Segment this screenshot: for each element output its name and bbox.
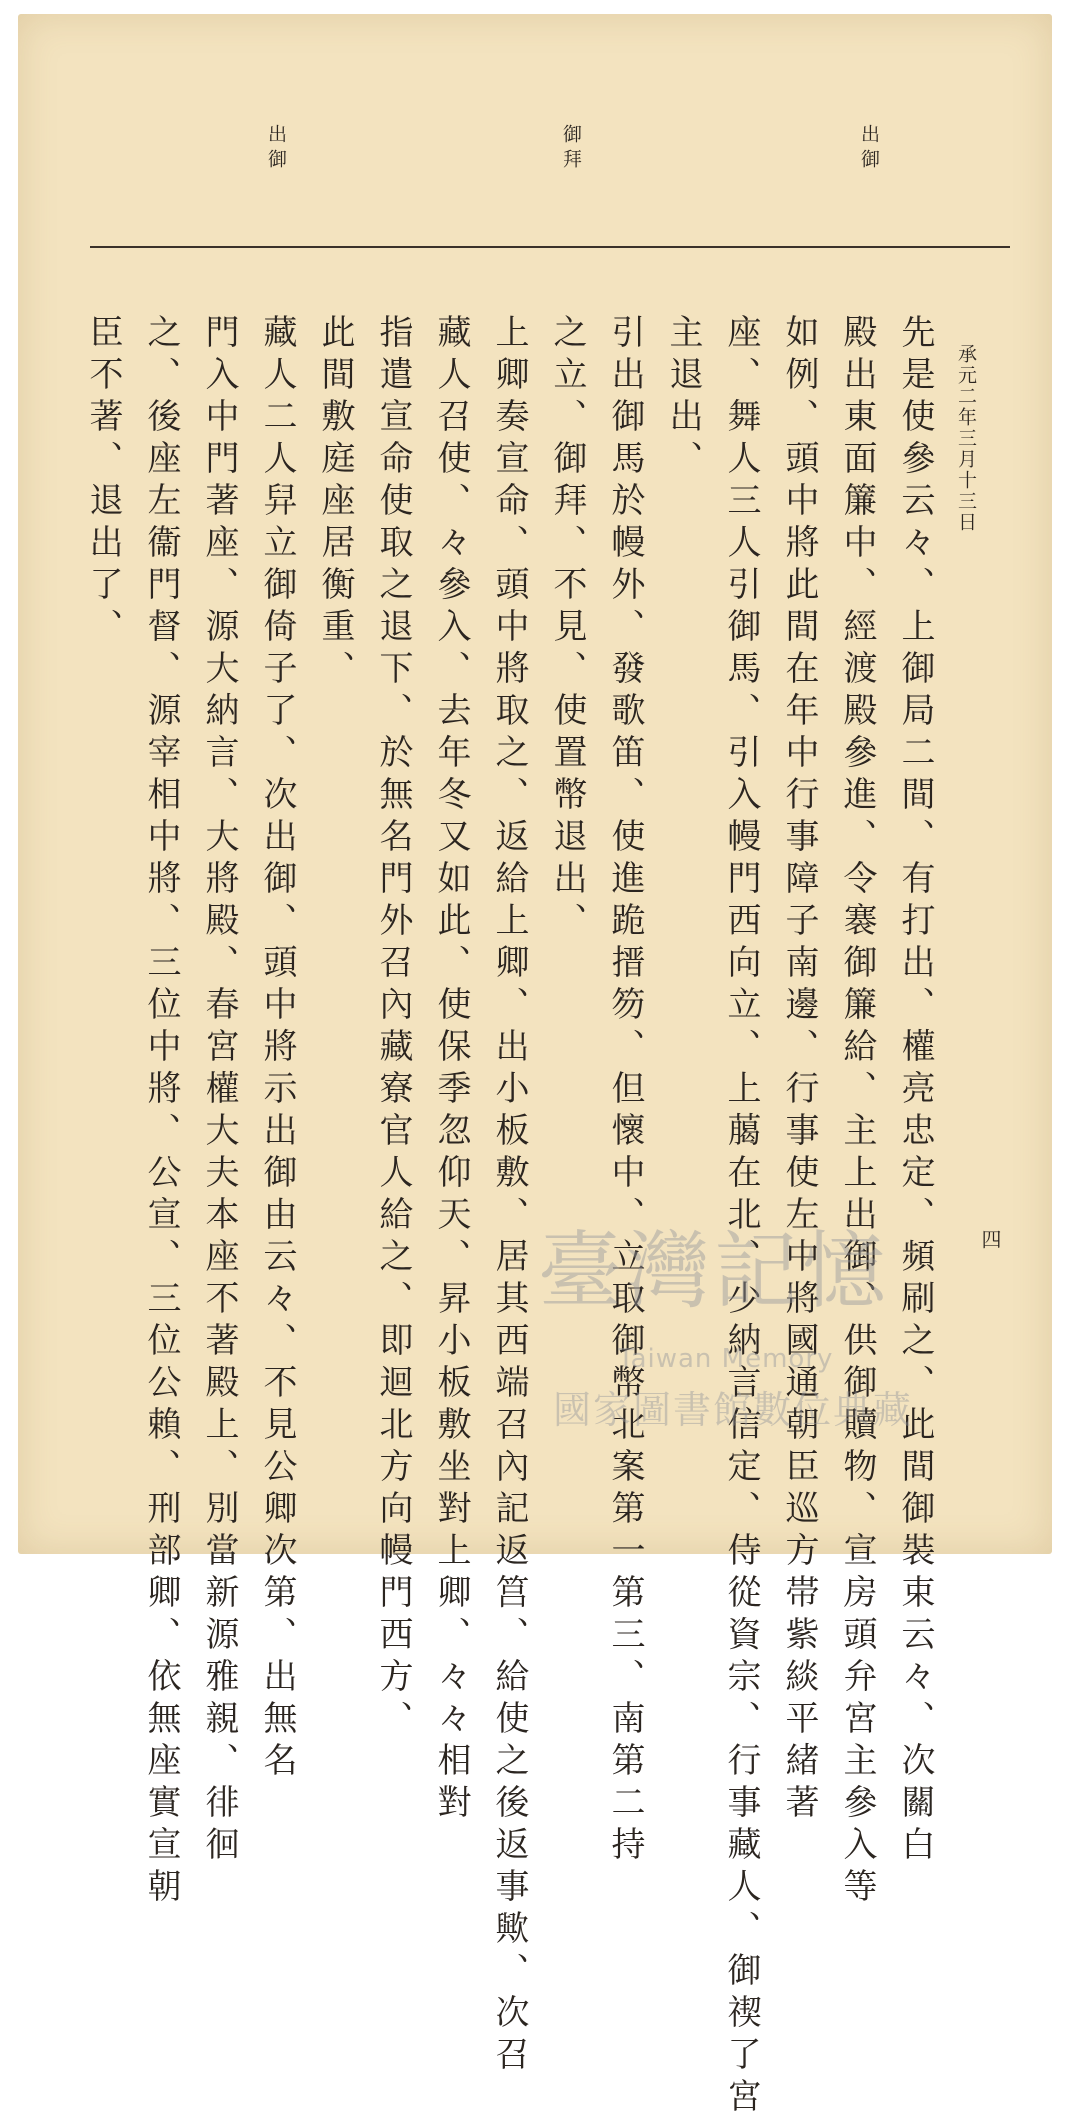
headnote-left: 出御 (265, 124, 287, 174)
text-column-7: 之立、御拜、不見、使置幣退出、 (547, 314, 587, 944)
header-rule (90, 246, 1010, 248)
text-column-1: 先是使參云々、上御局二間、有打出、權亮忠定、頻刷之、此間御裝束云々、次關白 (895, 314, 935, 1868)
text-column-12: 藏人二人舁立御倚子了、次出御、頭中將示出御由云々、不見公卿次第、出無名 (257, 314, 297, 1784)
text-column-15: 臣不著、退出了、 (83, 314, 123, 650)
text-column-6: 引出御馬於幔外、發歌笛、使進跪搢笏、但懷中、立取御幣北案第一第三、南第二持 (605, 314, 645, 1868)
text-column-14: 之、後座左衞門督、源宰相中將、三位中將、公宣、三位公賴、刑部卿、依無座實宣朝 (141, 314, 181, 1910)
headnote-right: 出御 (858, 124, 880, 174)
page-number: 四 (978, 1229, 1002, 1249)
watermark-title: 臺灣記憶 (538, 1222, 891, 1320)
watermark-subtitle: Taiwan Memory (618, 1344, 834, 1374)
text-column-11: 此間敷庭座居衡重、 (315, 314, 355, 692)
text-column-9: 藏人召使、々參入、去年冬又如此、使保季忽仰天、昇小板敷坐對上卿、々々相對 (431, 314, 471, 1826)
book-page (18, 14, 1052, 2120)
text-column-10: 指遣宣命使取之退下、於無名門外召內藏寮官人給之、即迴北方向幔門西方、 (373, 314, 413, 1742)
text-column-13: 門入中門著座、源大納言、大將殿、春宮權大夫本座不著殿上、別當新源雅親、徘徊 (199, 314, 239, 1868)
text-column-3: 如例、頭中將此間在年中行事障子南邊、行事使左中將國通朝臣巡方帯紫緂平緒著 (779, 314, 819, 1826)
text-column-4: 座、舞人三人引御馬、引入幔門西向立、上﨟在北、少納言信定、侍從資宗、行事藏人、御禊了宮 (721, 314, 761, 2120)
date-heading: 承元二年三月十三日 (955, 344, 977, 533)
text-column-2: 殿出東面簾中、經渡殿參進、令褰御簾給、主上出御、供御贖物、宣房頭弁宮主參入等 (837, 314, 877, 1910)
text-column-8: 上卿奏宣命、頭中將取之、返給上卿、出小板敷、居其西端召內記返筥、給使之後返事歟、次召 (489, 314, 529, 2078)
text-column-5: 主退出、 (663, 314, 703, 482)
watermark-org: 國家圖書館數位典藏 (553, 1388, 914, 1432)
headnote-middle: 御拜 (560, 124, 582, 174)
